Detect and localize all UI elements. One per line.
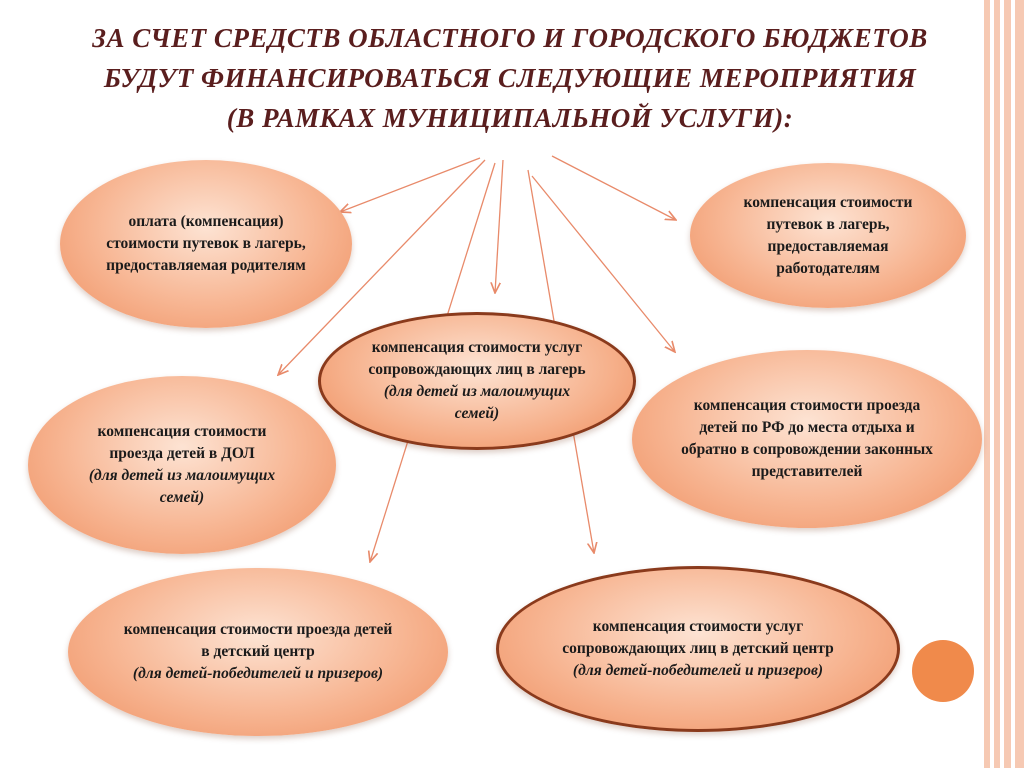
title-line-2: БУДУТ ФИНАНСИРОВАТЬСЯ СЛЕДУЮЩИЕ МЕРОПРИЯТИЯ [103, 63, 917, 93]
title-line-3: (В РАМКАХ МУНИЦИПАЛЬНОЙ УСЛУГИ): [226, 103, 794, 133]
title-line-1: ЗА СЧЕТ СРЕДСТВ ОБЛАСТНОГО И ГОРОДСКОГО БЮДЖЕТОВ [92, 23, 928, 53]
node-employer-voucher [690, 163, 966, 308]
node-travel-center [68, 568, 448, 736]
node-note: (для детей-победителей и призеров) [572, 662, 824, 679]
decorative-circle [912, 640, 974, 702]
node-parents-voucher [60, 160, 352, 328]
node-text: оплата (компенсация) стоимости путевок в лагерь, предоставляемая родителям [106, 213, 306, 274]
arrow-to-top-right [552, 156, 676, 220]
node-text: компенсация стоимости путевок в лагерь, предоставляемая работодателям [743, 193, 913, 277]
node-text: компенсация стоимости проезда детей по РФ до места отдыха и обратно в сопровождении законных представителей [681, 397, 933, 480]
node-text: компенсация стоимости услуг сопровождающих лиц в лагерь [368, 339, 586, 378]
node-escort-camp [318, 312, 636, 450]
node-text: компенсация стоимости проезда детей в детский центр [123, 621, 393, 660]
node-text: компенсация стоимости проезда детей в ДОЛ [97, 423, 267, 462]
arrow-to-top-left [340, 158, 480, 212]
node-text: компенсация стоимости услуг сопровождающих лиц в детский центр [562, 618, 834, 657]
node-note: (для детей из малоимущих семей) [383, 383, 571, 422]
node-travel-dol [28, 376, 336, 554]
node-note: (для детей из малоимущих семей) [88, 467, 276, 506]
node-note: (для детей-победителей и призеров) [132, 665, 384, 682]
node-escort-center [496, 566, 900, 732]
node-travel-rf [632, 350, 982, 528]
arrow-to-center [495, 160, 503, 293]
